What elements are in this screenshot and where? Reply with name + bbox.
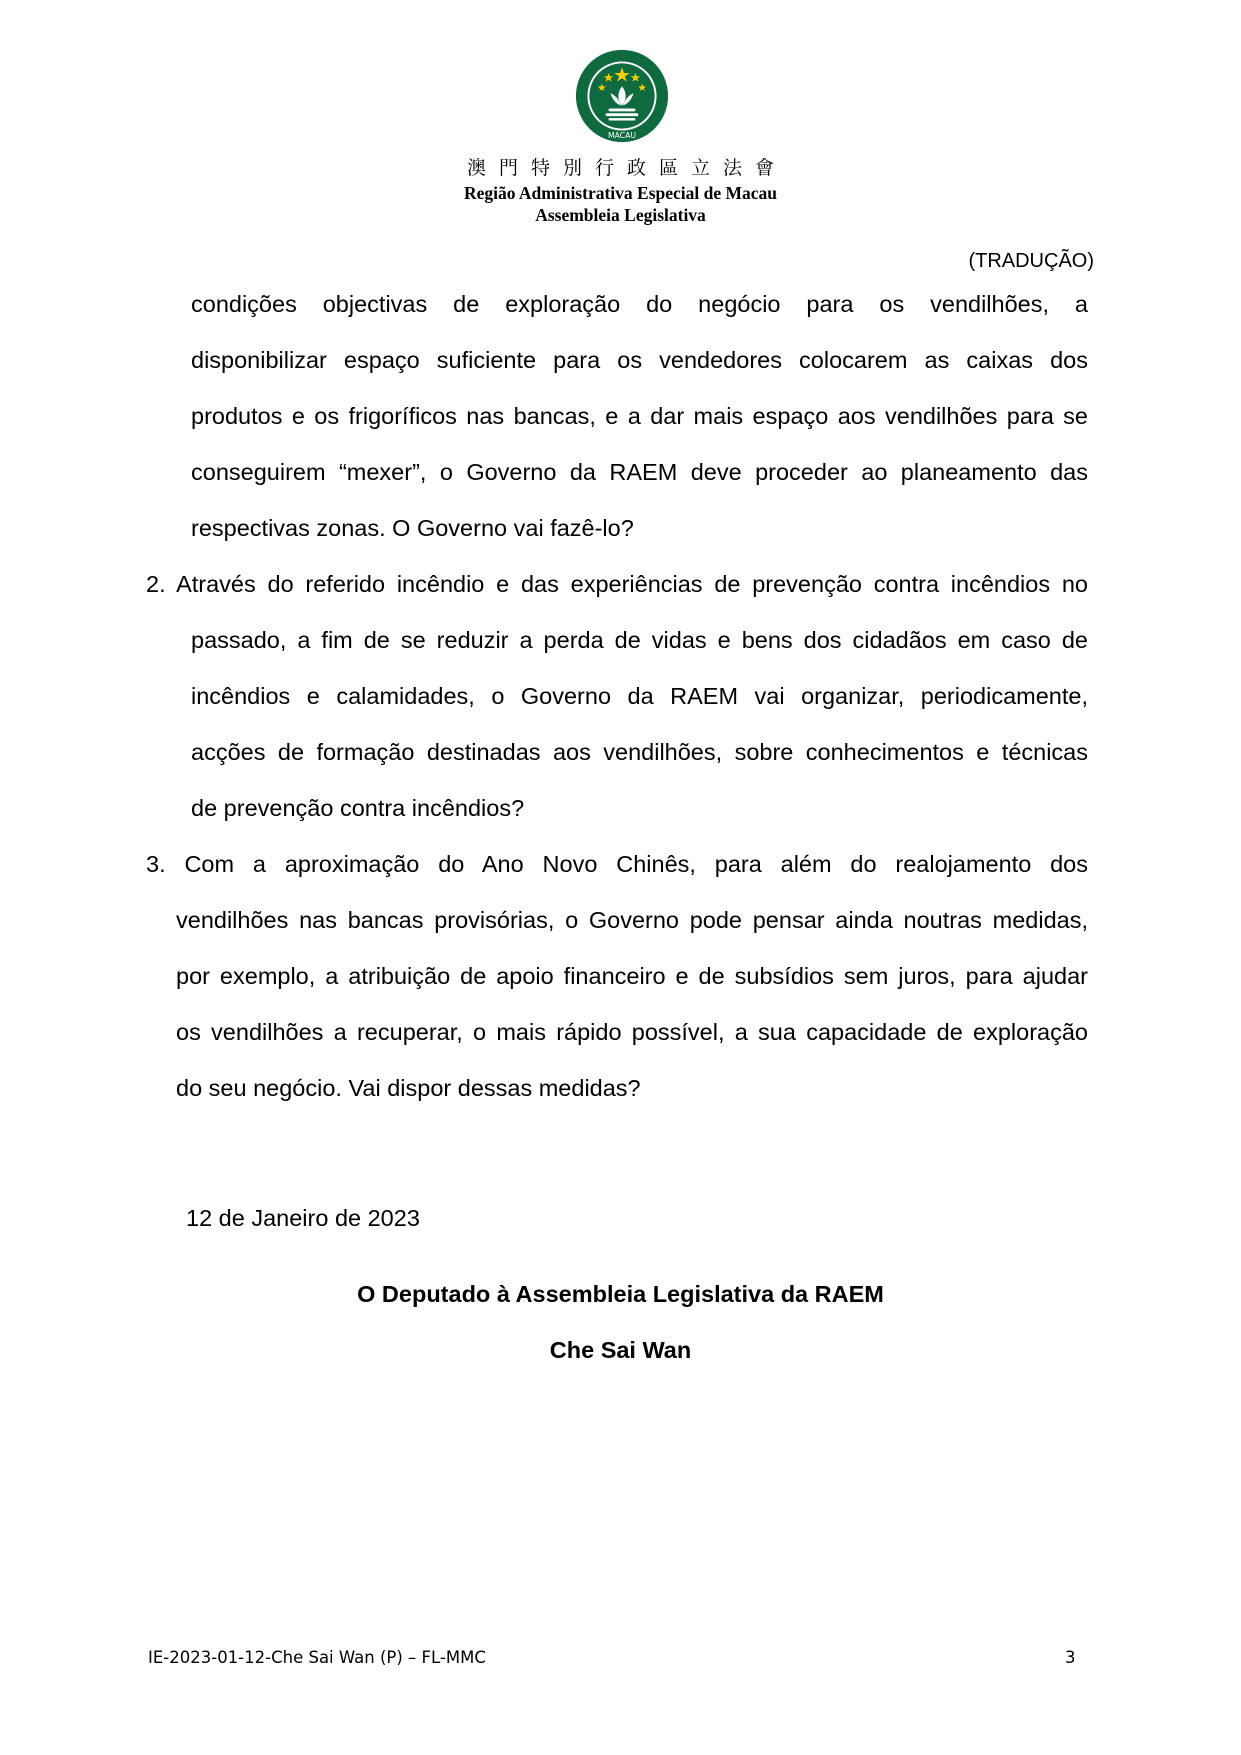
macau-emblem-icon bbox=[574, 48, 670, 144]
assembly-name: Assembleia Legislativa bbox=[535, 205, 706, 225]
institution-name-chinese: 澳門特別行政區立法會 bbox=[466, 157, 787, 179]
svg-text:MACAU: MACAU bbox=[608, 131, 636, 141]
item3-line: vendilhões nas bancas provisórias, o Governo pode pensar ainda noutras medidas, bbox=[176, 907, 1088, 933]
para1-line: disponibilizar espaço suficiente para os vendedores colocarem as caixas dos bbox=[191, 347, 1088, 373]
item3-line: 3. Com a aproximação do Ano Novo Chinês, para além do realojamento dos bbox=[146, 851, 1088, 877]
para1-line: conseguirem “mexer”, o Governo da RAEM deve proceder ao planeamento das bbox=[191, 459, 1088, 485]
item3-line: os vendilhões a recuperar, o mais rápido possível, a sua capacidade de exploração bbox=[176, 1019, 1088, 1045]
para1-line: produtos e os frigoríficos nas bancas, e a dar mais espaço aos vendilhões para se bbox=[191, 403, 1088, 429]
para1-line: respectivas zonas. O Governo vai fazê-lo? bbox=[191, 515, 634, 541]
page-number: 3 bbox=[1065, 1648, 1076, 1667]
document-date: 12 de Janeiro de 2023 bbox=[186, 1205, 420, 1231]
item3-line: do seu negócio. Vai dispor dessas medidas? bbox=[176, 1075, 641, 1101]
item2-line: incêndios e calamidades, o Governo da RAEM vai organizar, periodicamente, bbox=[191, 683, 1088, 709]
region-name: Região Administrativa Especial de Macau bbox=[463, 183, 778, 203]
translation-mark: (TRADUÇÃO) bbox=[968, 250, 1094, 272]
item2-line: 2. Através do referido incêndio e das experiências de prevenção contra incêndios no bbox=[146, 571, 1088, 597]
footer-reference: IE-2023-01-12-Che Sai Wan (P) – FL-MMC bbox=[148, 1648, 486, 1667]
item3-line: por exemplo, a atribuição de apoio financeiro e de subsídios sem juros, para ajudar bbox=[176, 963, 1088, 989]
para1-line: condições objectivas de exploração do negócio para os vendilhões, a bbox=[191, 291, 1088, 317]
item2-line: de prevenção contra incêndios? bbox=[191, 795, 525, 821]
signatory-name: Che Sai Wan bbox=[549, 1337, 692, 1363]
item2-line: passado, a fim de se reduzir a perda de vidas e bens dos cidadãos em caso de bbox=[191, 627, 1088, 653]
signatory-title: O Deputado à Assembleia Legislativa da RAEM bbox=[357, 1281, 884, 1307]
item2-line: acções de formação destinadas aos vendilhões, sobre conhecimentos e técnicas bbox=[191, 739, 1088, 765]
